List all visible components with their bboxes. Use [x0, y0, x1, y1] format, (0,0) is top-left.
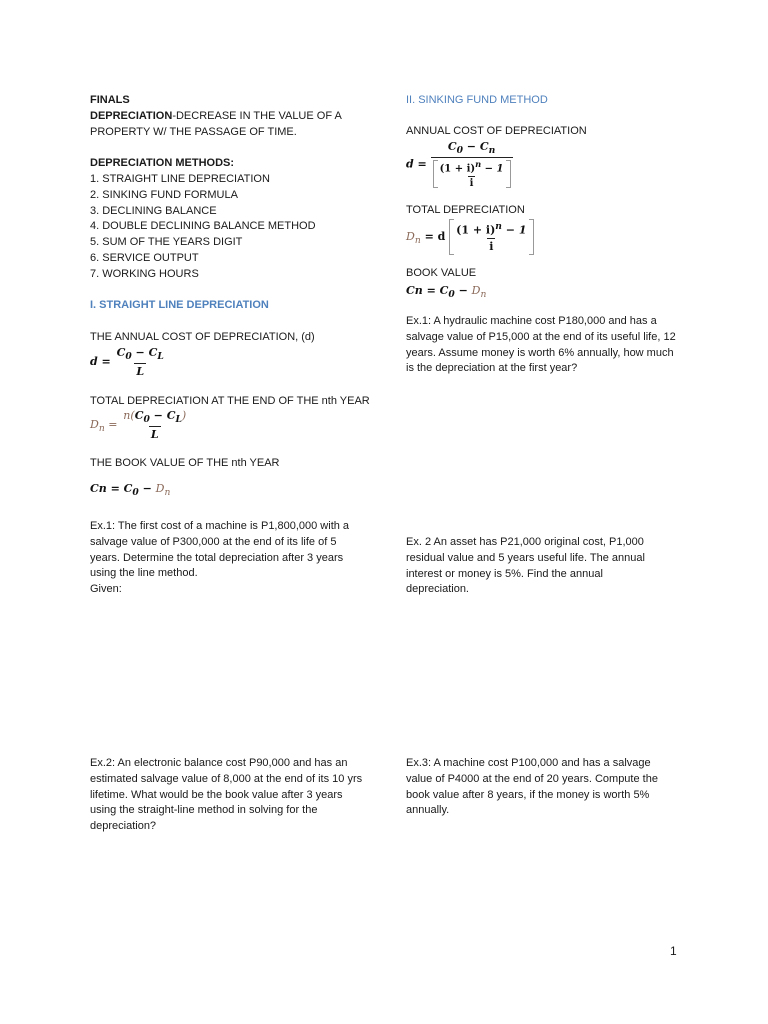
sf-example-2: Ex. 2 An asset has P21,000 original cost, P1,000 residual value and 5 years useful life. The annual interest or money is 5%. Find the annual depreciation.	[406, 536, 645, 596]
sf-book-value-label: BOOK VALUE	[406, 267, 477, 279]
depreciation-definition: DEPRECIATION-DECREASE IN THE VALUE OF A PROPERTY W/ THE PASSAGE OF TIME.	[90, 110, 342, 138]
sl-annual-cost-formula: d = $\frac{C_0 - C_L}{L}$	[90, 346, 164, 379]
list-item: 6. SERVICE OUTPUT	[90, 251, 199, 264]
sf-total-dep-label: TOTAL DEPRECIATION	[406, 204, 525, 216]
list-item: 5. SUM OF THE YEARS DIGIT	[90, 236, 243, 249]
list-item: 1. STRAIGHT LINE DEPRECIATION	[90, 173, 270, 185]
methods-heading: DEPRECIATION METHODS:	[90, 157, 235, 169]
sl-total-dep-formula: $D_n$ = $\frac{n(C_0 - C_L)}{L}$	[90, 409, 187, 442]
sf-annual-cost-label: ANNUAL COST OF DEPRECIATION	[406, 125, 587, 137]
sf-total-dep-formula: $D_n = d$ $\frac{(1 + i)^n - 1}{i}$	[406, 219, 534, 255]
sl-book-value-formula: $Cn = C_0 - D_n$	[90, 482, 171, 499]
sf-example-3: Ex.3: A machine cost P100,000 and has a salvage value of P4000 at the end of 20 years. Compute the book value after 8 years, if the money is worth 5% annually.	[406, 757, 658, 817]
finals-title: FINALS	[90, 94, 130, 106]
sl-annual-cost-label: THE ANNUAL COST OF DEPRECIATION, (d)	[90, 331, 315, 343]
sl-total-dep-label: TOTAL DEPRECIATION AT THE END OF THE nth YEAR	[90, 395, 370, 407]
list-item: 4. DOUBLE DECLINING BALANCE METHOD	[90, 220, 316, 233]
straight-line-heading: I. STRAIGHT LINE DEPRECIATION	[90, 299, 269, 311]
methods-list	[90, 172, 316, 283]
sl-book-value-label: THE BOOK VALUE OF THE nth YEAR	[90, 457, 280, 469]
sinking-fund-heading: II. SINKING FUND METHOD	[406, 94, 548, 106]
sf-annual-cost-formula: d = $\frac{C_0 - C_n}{\frac{(1 + i)^n - 1}{i}}$	[406, 140, 513, 189]
list-item: 3. DECLINING BALANCE	[90, 204, 217, 217]
sl-example-2: Ex.2: An electronic balance cost P90,000 and has an estimated salvage value of 8,000 at the end of its 10 yrs lifetime. What would be the book value after 3 years using the straight-line method in solving for the depreciation?	[90, 757, 363, 833]
list-item: 2. SINKING FUND FORMULA	[90, 188, 238, 201]
list-item: 7. WORKING HOURS	[90, 267, 199, 280]
sl-example-1: Ex.1: The first cost of a machine is P1,800,000 with a salvage value of P300,000 at the end of its life of 5 years. Determine the total depreciation after 3 years using the line method. Given:	[90, 520, 350, 596]
sf-book-value-formula: $Cn = C_0 - D_n$	[406, 284, 487, 301]
sf-example-1: Ex.1: A hydraulic machine cost P180,000 and has a salvage value of P15,000 at the end of its useful life, 12 years. Assume money is worth 6% annually, how much is the depreciation at the first year?	[406, 315, 676, 375]
page-number: 1	[670, 944, 677, 958]
